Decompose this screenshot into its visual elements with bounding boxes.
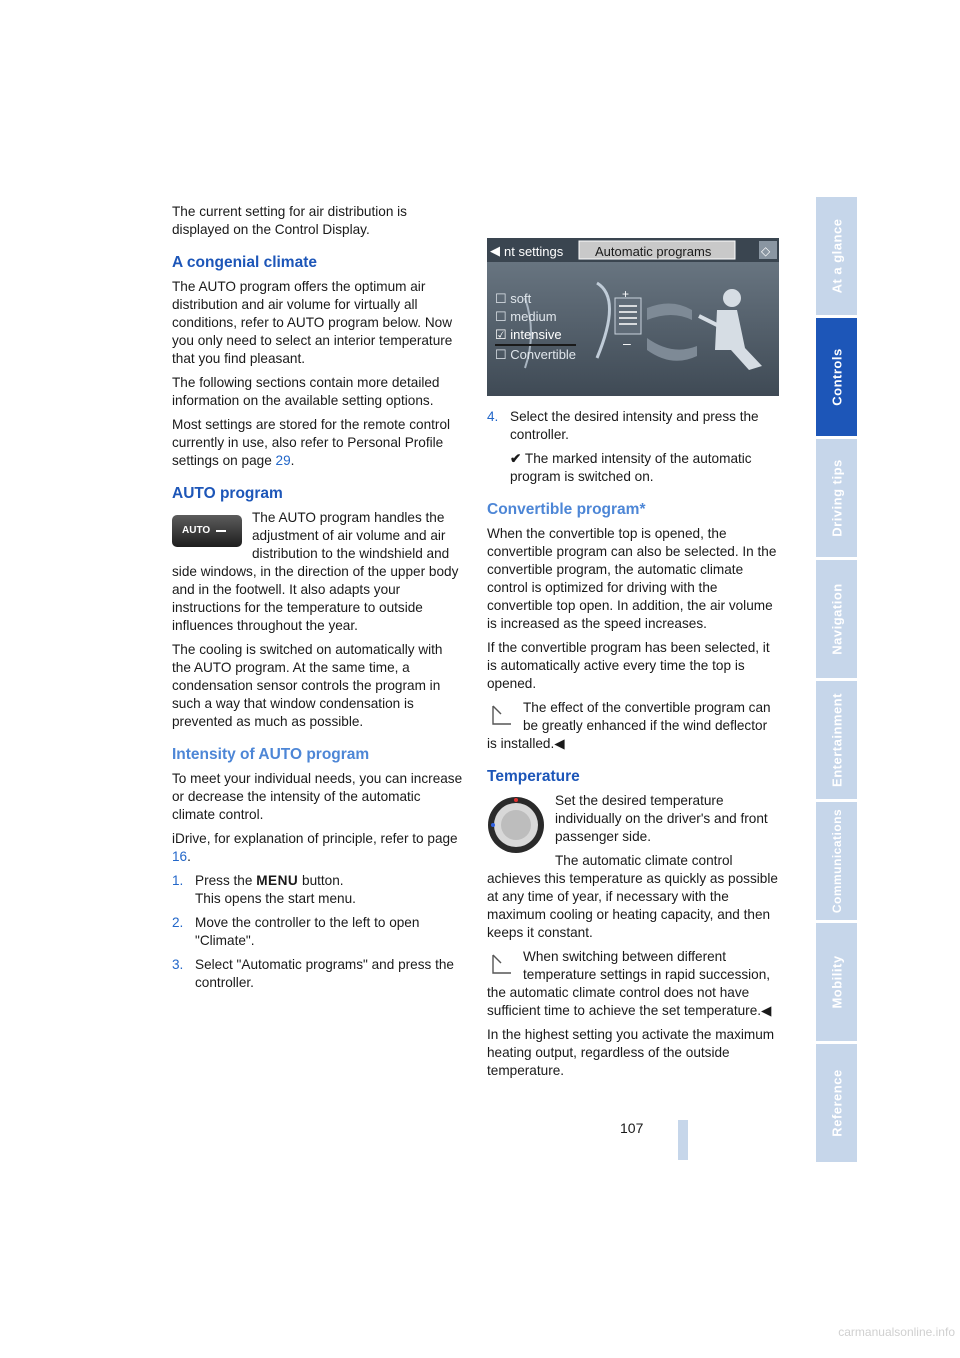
right-column: [487, 238, 779, 1086]
tab-navigation[interactable]: Navigation: [816, 560, 857, 678]
paragraph: If the convertible program has been selected, it is automatically active every time the top is opened.: [487, 640, 770, 691]
paragraph: Set the desired temperature individually on the driver's and front passenger side.: [555, 793, 768, 844]
step-4: 4. Select the desired intensity and press the controller.: [487, 409, 759, 442]
tab-controls[interactable]: Controls: [816, 318, 857, 436]
menu-key: MENU: [256, 873, 299, 888]
checkbox-icon: ☐: [495, 347, 507, 362]
paragraph: The automatic climate control achieves this temperature as quickly as possible at any time of year, if necessary with the maximum cooling or heating capacity, and then keeps it constant.: [487, 853, 778, 940]
checkmark-icon: ✔: [510, 451, 522, 466]
paragraph: iDrive, for explanation of principle, refer to page 16.: [172, 831, 458, 864]
tab-entertainment[interactable]: Entertainment: [816, 681, 857, 799]
option-soft: ☐ soft: [495, 291, 532, 306]
heading-congenial-climate: A congenial climate: [172, 254, 317, 271]
paragraph: Most settings are stored for the remote control currently in use, also refer to Personal Profile settings on page 29.: [172, 417, 451, 468]
step-4-note: ✔ The marked intensity of the automatic program is switched on.: [510, 451, 752, 484]
tab-reference[interactable]: Reference: [816, 1044, 857, 1162]
control-display-screenshot: [487, 238, 779, 396]
page-marker-bar: [678, 1120, 688, 1160]
side-tabs: [816, 197, 857, 1160]
paragraph: The following sections contain more detailed information on the available setting options.: [172, 375, 440, 408]
checkbox-icon: ☐: [495, 309, 507, 324]
tab-at-a-glance[interactable]: At a glance: [816, 197, 857, 315]
svg-text:◀: ◀: [490, 243, 500, 258]
paragraph: To meet your individual needs, you can increase or decrease the intensity of the automatic climate control.: [172, 771, 463, 822]
screen-arrows-icon: ◇: [761, 244, 771, 258]
paragraph: In the highest setting you activate the maximum heating output, regardless of the outside temperature.: [487, 1027, 775, 1078]
page-number: 107: [620, 1120, 644, 1136]
left-column: [172, 200, 464, 998]
heading-convertible-program: Convertible program*: [487, 501, 646, 518]
temperature-dial-icon: [487, 796, 545, 854]
tab-driving-tips[interactable]: Driving tips: [816, 439, 857, 557]
paragraph: The AUTO program offers the optimum air distribution and air volume for virtually all conditions, refer to AUTO program below. Now you only need to select an interior temperature that you find pleasant.: [172, 279, 453, 366]
watermark: carmanualsonline.info: [838, 1325, 955, 1339]
screen-tab-automatic-programs: Automatic programs: [595, 244, 712, 259]
step-1: 1. Press the MENU button. This opens the start menu.: [172, 873, 356, 906]
auto-button-image: AUTO: [172, 515, 242, 547]
screen-tab-left: nt settings: [504, 244, 564, 259]
heading-auto-program: AUTO program: [172, 485, 283, 502]
note-arrow-icon: [487, 702, 515, 730]
option-medium: ☐ medium: [495, 309, 557, 324]
note-temperature: When switching between different temperature settings in rapid succession, the automatic climate control does not have sufficient time to achieve the set temperature.◀: [487, 949, 772, 1018]
svg-text:+: +: [622, 287, 630, 301]
tab-communications[interactable]: Communications: [816, 802, 857, 920]
paragraph: The cooling is switched on automatically with the AUTO program. At the same time, a condensation sensor controls the program in such a way that window condensation is prevented as much as possible.: [172, 642, 443, 729]
dash-icon: [216, 530, 226, 532]
heading-temperature: Temperature: [487, 768, 580, 785]
step-3: 3. Select "Automatic programs" and press the controller.: [172, 957, 454, 990]
note-convertible: The effect of the convertible program can be greatly enhanced if the wind deflector is installed.◀: [487, 700, 771, 751]
heading-intensity: Intensity of AUTO program: [172, 746, 370, 763]
option-intensive: ☑ intensive: [495, 326, 576, 346]
tab-mobility[interactable]: Mobility: [816, 923, 857, 1041]
svg-text:–: –: [623, 335, 631, 351]
page-link-29[interactable]: 29: [275, 453, 291, 468]
checkmark-icon: ☑: [495, 327, 507, 342]
page-link-16[interactable]: 16: [172, 849, 188, 864]
screen-options-list: [495, 290, 576, 364]
note-arrow-icon: [487, 951, 515, 979]
option-convertible: ☐ Convertible: [495, 347, 577, 362]
step-2: 2. Move the controller to the left to open "Climate".: [172, 915, 420, 948]
checkbox-icon: ☐: [495, 291, 507, 306]
paragraph: When the convertible top is opened, the convertible program can also be selected. In the convertible program, the automatic climate control is optimized for driving with the convertible top open. In addition, the air volume is increased as the speed increases.: [487, 526, 777, 631]
intro-paragraph: The current setting for air distribution is displayed on the Control Display.: [172, 204, 407, 237]
paragraph: The AUTO program handles the adjustment of air volume and air distribution to the windshield and side windows, in the direction of the upper body and in the footwell. It also adapts your instructions for the temperature to outside influences throughout the year.: [172, 510, 459, 633]
